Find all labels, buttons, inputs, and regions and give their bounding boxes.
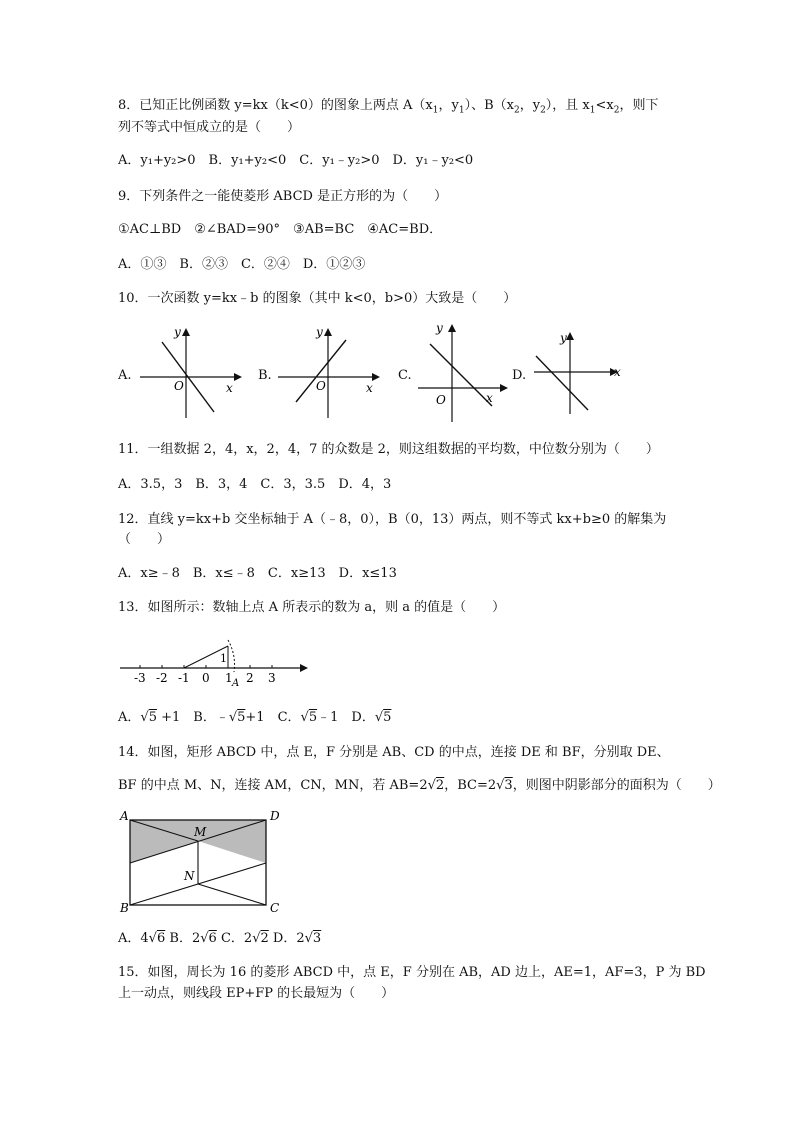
tick-label: 1	[225, 671, 233, 685]
origin-label: O	[436, 393, 446, 407]
origin-label: O	[316, 379, 326, 393]
q11-options: A．3.5，3 B．3，4 C．3，3.5 D．4，3	[118, 477, 392, 492]
q13-stem: 13．如图所示：数轴上点 A 所表示的数为 a，则 a 的值是（ ）	[118, 600, 506, 615]
vertex-c-label: C	[270, 901, 280, 914]
q14-stem-line1: 14．如图，矩形 ABCD 中，点 E，F 分别是 AB、CD 的中点，连接 DE 和 BF，分别取 DE、	[118, 745, 670, 760]
vertex-d-label: D	[270, 809, 280, 823]
tick-label: -3	[134, 671, 146, 685]
q12-stem-line2: （ ）	[118, 532, 171, 547]
y-label: y	[436, 321, 443, 335]
q13-number-line	[118, 632, 318, 688]
y-label: y	[174, 325, 181, 339]
point-a-label: A	[232, 678, 240, 688]
origin-label: O	[174, 379, 184, 393]
function-line	[536, 356, 588, 410]
y-axis-arrow	[566, 332, 574, 340]
q14-rectangle-figure	[118, 808, 288, 914]
q12-options: A．x≥﹣8 B．x≤﹣8 C．x≥13 D．x≤13	[118, 566, 397, 581]
vertex-a-label: A	[120, 809, 129, 823]
q8-options: A．y₁+y₂>0 B．y₁+y₂<0 C．y₁﹣y₂>0 D．y₁﹣y₂<0	[118, 153, 474, 168]
tick-label: -2	[156, 671, 168, 685]
unit-label: 1	[220, 652, 227, 665]
point-m-label: M	[194, 825, 207, 839]
q15-stem-line2: 上一动点，则线段 EP+FP 的长最短为（ ）	[118, 986, 395, 1001]
q13-options: A．√5 +1 B．﹣√5+1 C．√5﹣1 D．√5	[118, 710, 392, 725]
q10-graph-c	[414, 318, 514, 424]
q8-stem-line2: 列不等式中恒成立的是（ ）	[118, 120, 301, 135]
x-axis-arrow	[234, 373, 242, 381]
x-label: x	[614, 365, 621, 379]
x-axis-arrow	[372, 373, 380, 381]
segment-cn	[198, 884, 266, 905]
q10-label-d: D.	[512, 368, 527, 383]
q10-graph-a	[138, 322, 248, 420]
y-label: y	[560, 331, 567, 345]
q11-stem: 11．一组数据 2，4，x，2，4，7 的众数是 2，则这组数据的平均数，中位数分别为（ ）	[118, 442, 659, 457]
tick-label: 2	[246, 671, 254, 685]
q9-conditions: ①AC⊥BD ②∠BAD=90° ③AB=BC ④AC=BD．	[118, 222, 443, 237]
tick-label: 3	[268, 671, 276, 685]
q10-graph-d	[530, 326, 630, 416]
y-axis-arrow	[324, 328, 332, 336]
y-axis-arrow	[182, 328, 190, 336]
q14-options: A．4√6 B．2√6 C．2√2 D．2√3	[118, 931, 322, 946]
q15-stem-line1: 15．如图，周长为 16 的菱形 ABCD 中，点 E，F 分别在 AB，AD 边上，AE=1，AF=3，P 为 BD	[118, 965, 706, 980]
tick-label: 0	[202, 671, 210, 685]
q9-stem: 9．下列条件之一能使菱形 ABCD 是正方形的为（ ）	[118, 189, 448, 204]
x-label: x	[226, 381, 233, 395]
q10-label-a: A.	[118, 368, 132, 383]
q10-stem: 10．一次函数 y=kx﹣b 的图象（其中 k<0，b>0）大致是（ ）	[118, 291, 517, 306]
arc	[228, 640, 235, 672]
q10-graph-b	[276, 322, 386, 420]
q10-label-b: B.	[258, 368, 272, 383]
y-label: y	[316, 325, 323, 339]
q10-label-c: C.	[398, 368, 412, 383]
point-n-label: N	[184, 869, 195, 883]
tick-label: -1	[178, 671, 190, 685]
x-label: x	[366, 381, 373, 395]
x-label: x	[486, 391, 493, 405]
x-axis-arrow	[500, 384, 508, 392]
number-axis-arrow	[300, 664, 308, 672]
vertex-b-label: B	[120, 901, 129, 914]
q12-stem-line1: 12．直线 y=kx+b 交坐标轴于 A（﹣8，0），B（0，13）两点，则不等式 kx+b≥0 的解集为	[118, 512, 667, 527]
q9-options: A．①③ B．②③ C．②④ D．①②③	[118, 257, 366, 272]
q14-stem-line2: BF 的中点 M、N，连接 AM，CN，MN，若 AB=2√2，BC=2√3，则图中阴影部分的面积为（ ）	[118, 778, 721, 793]
y-axis-arrow	[448, 324, 456, 332]
q8-stem-line1: 8．已知正比例函数 y=kx（k<0）的图象上两点 $A(x_1$，$y_1$）、$B(x_2$，$y_2$），且 $x_1<x_2$，则下	[118, 98, 659, 116]
